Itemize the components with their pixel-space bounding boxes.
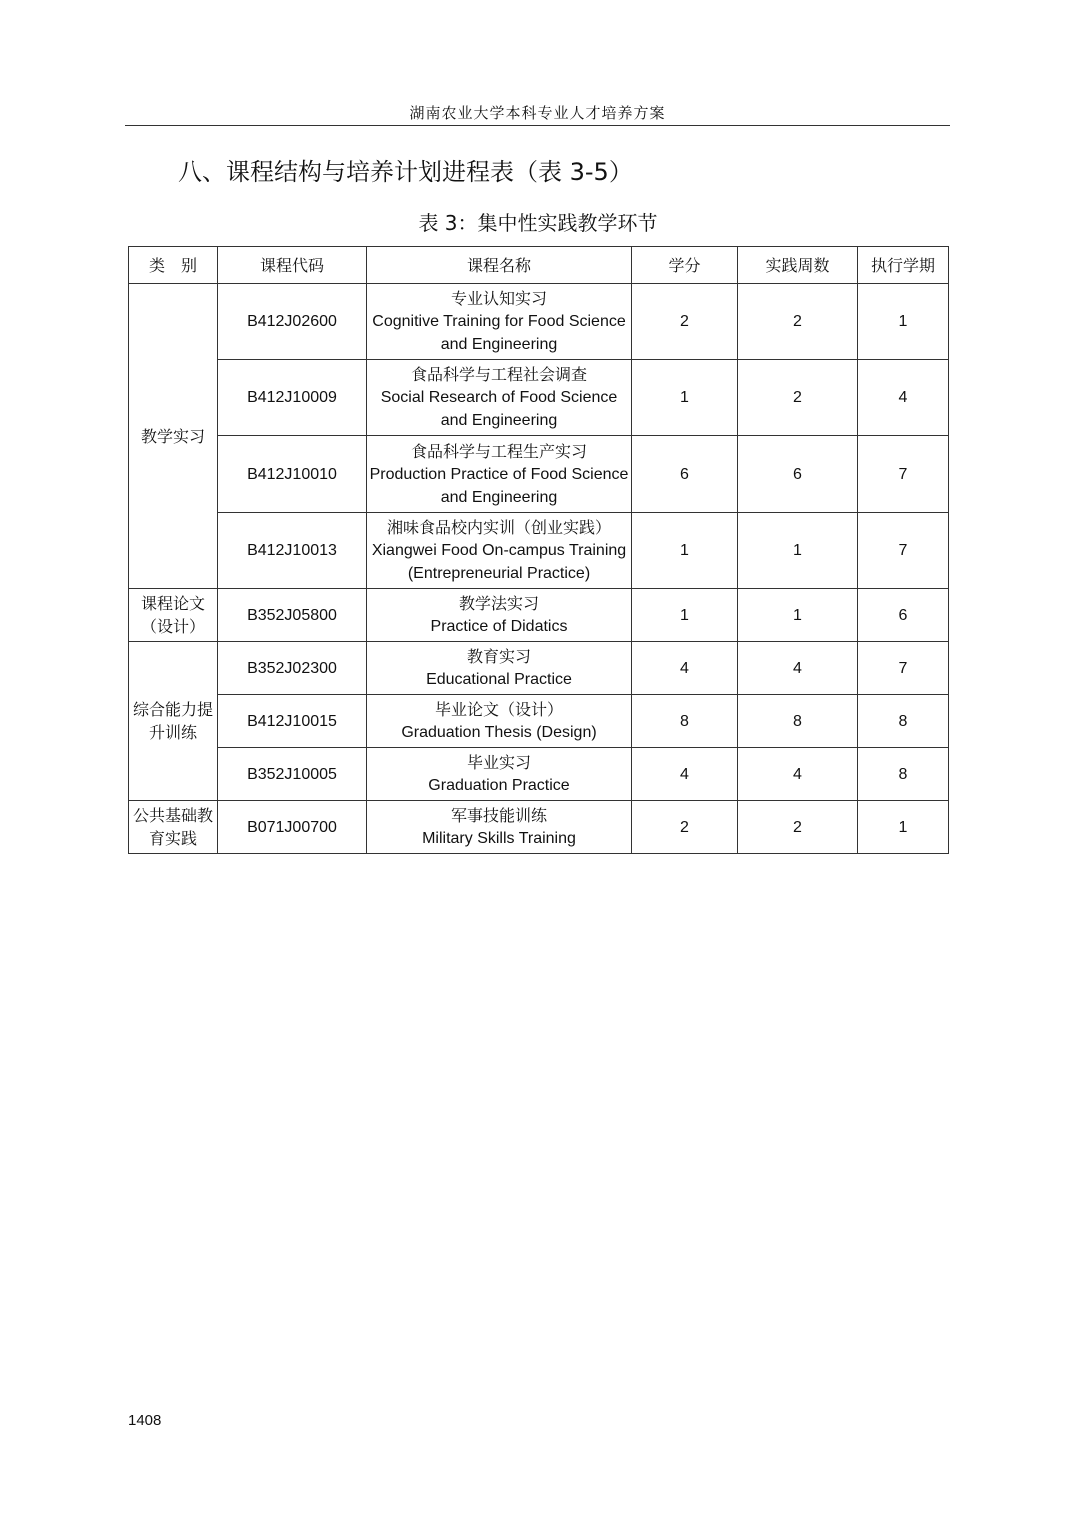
table-header-row	[129, 247, 949, 284]
practice-weeks: 1	[738, 513, 858, 589]
column-header-weeks: 实践周数	[738, 247, 858, 284]
course-name-cn: 食品科学与工程社会调查	[410, 365, 587, 384]
semester: 8	[858, 748, 949, 801]
course-name-en: Practice of Didatics	[430, 618, 568, 635]
course-code: B071J00700	[218, 801, 367, 854]
table-row	[129, 695, 949, 748]
course-name-cn: 湘味食品校内实训（创业实践）	[386, 518, 611, 537]
course-code: B412J02600	[218, 284, 367, 360]
course-name	[367, 513, 632, 589]
course-name	[367, 642, 632, 695]
course-code: B352J05800	[218, 589, 367, 642]
table-row	[129, 642, 949, 695]
credits: 4	[632, 642, 738, 695]
course-name-cn: 教学法实习	[458, 594, 539, 613]
course-name	[367, 589, 632, 642]
credits: 1	[632, 513, 738, 589]
table-title: 表 3：集中性实践教学环节	[418, 211, 658, 235]
course-name-cn: 食品科学与工程生产实习	[410, 441, 587, 461]
course-name	[367, 748, 632, 801]
semester: 7	[858, 513, 949, 589]
practice-weeks: 4	[738, 748, 858, 801]
credits: 1	[632, 589, 738, 642]
semester: 1	[858, 284, 949, 360]
credits: 2	[632, 284, 738, 360]
semester: 4	[858, 360, 949, 436]
practice-weeks: 2	[738, 801, 858, 854]
course-name-cn: 毕业实习	[466, 753, 531, 772]
course-code: B412J10010	[218, 436, 367, 513]
course-name-en: Educational Practice	[426, 671, 572, 688]
course-name-en: Graduation Thesis (Design)	[401, 724, 597, 741]
credits: 6	[632, 436, 738, 513]
category-cell: 教学实习	[129, 284, 218, 589]
semester: 6	[858, 589, 949, 642]
course-name-en: Social Research of Food Science and Engineering	[380, 389, 618, 429]
semester: 7	[858, 642, 949, 695]
course-name-cn: 专业认知实习	[450, 289, 547, 308]
practice-weeks: 2	[738, 284, 858, 360]
column-header-code: 课程代码	[218, 247, 367, 284]
course-name	[367, 801, 632, 854]
credits: 4	[632, 748, 738, 801]
table-row	[129, 436, 949, 513]
course-code: B352J10005	[218, 748, 367, 801]
category-cell: 综合能力提升训练	[129, 642, 218, 801]
category-cell: 课程论文（设计）	[129, 589, 218, 642]
column-header-name: 课程名称	[367, 247, 632, 284]
course-code: B412J10013	[218, 513, 367, 589]
table-row	[129, 589, 949, 642]
practice-weeks: 4	[738, 642, 858, 695]
page-number: 1408	[128, 1412, 162, 1429]
course-name	[367, 695, 632, 748]
column-header-credits: 学分	[632, 247, 738, 284]
course-name	[367, 436, 632, 513]
course-code: B352J02300	[218, 642, 367, 695]
practice-weeks: 1	[738, 589, 858, 642]
course-name-en: Cognitive Training for Food Science and Engineering	[372, 313, 626, 353]
running-header: 湖南农业大学本科专业人才培养方案	[409, 104, 666, 122]
course-name-en: Graduation Practice	[428, 777, 570, 794]
semester: 7	[858, 436, 949, 513]
course-name-en: Production Practice of Food Science and Engineering	[369, 465, 629, 506]
course-code: B412J10015	[218, 695, 367, 748]
section-title: 八、课程结构与培养计划进程表（表 3-5）	[178, 158, 633, 186]
category-cell: 公共基础教育实践	[129, 801, 218, 854]
header-rule	[125, 125, 950, 126]
table-row	[129, 801, 949, 854]
practice-weeks: 8	[738, 695, 858, 748]
practice-weeks: 2	[738, 360, 858, 436]
semester: 1	[858, 801, 949, 854]
column-header-category: 类 别	[129, 247, 218, 284]
column-header-semester: 执行学期	[858, 247, 949, 284]
table-row	[129, 284, 949, 360]
practice-table	[128, 246, 949, 854]
course-name	[367, 284, 632, 360]
table-row	[129, 513, 949, 589]
course-name-cn: 教育实习	[466, 647, 531, 666]
credits: 2	[632, 801, 738, 854]
course-code: B412J10009	[218, 360, 367, 436]
table-row	[129, 748, 949, 801]
semester: 8	[858, 695, 949, 748]
practice-weeks: 6	[738, 436, 858, 513]
course-name-cn: 毕业论文（设计）	[434, 700, 563, 719]
credits: 1	[632, 360, 738, 436]
table-row	[129, 360, 949, 436]
credits: 8	[632, 695, 738, 748]
course-name-cn: 军事技能训练	[450, 806, 547, 825]
course-name-en: Military Skills Training	[422, 830, 576, 847]
course-name-en: Xiangwei Food On-campus Training (Entrepreneurial Practice)	[371, 542, 627, 582]
course-name	[367, 360, 632, 436]
